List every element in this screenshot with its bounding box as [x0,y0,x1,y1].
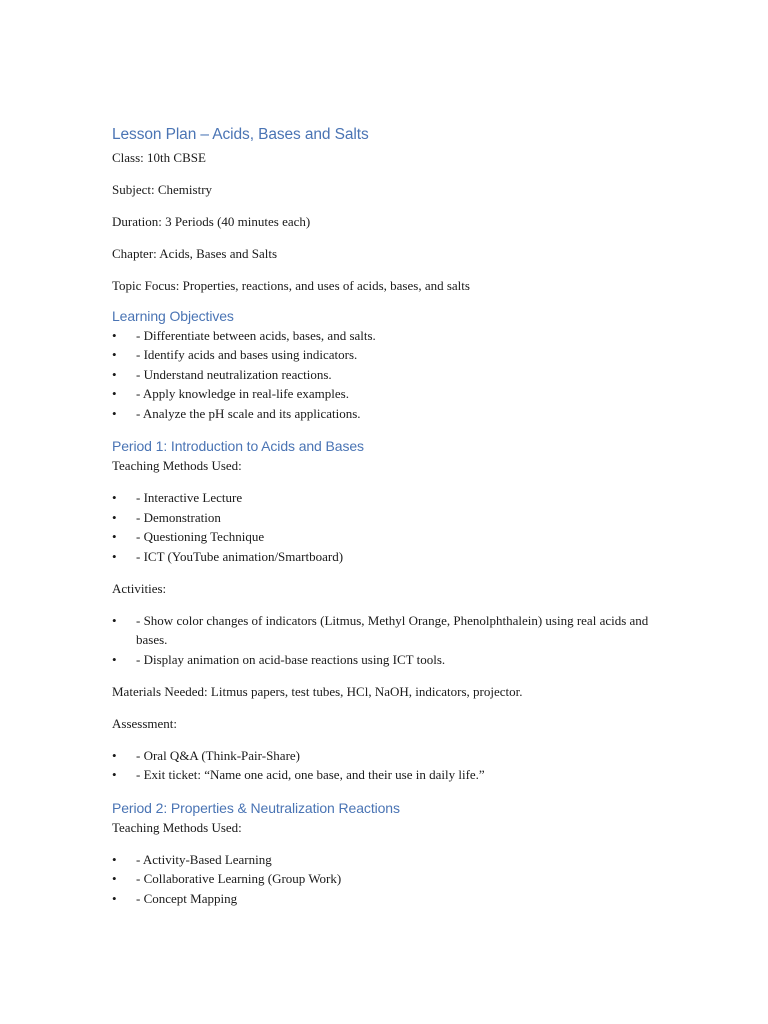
objectives-heading: Learning Objectives [112,307,234,324]
bullet-icon: • [112,327,117,343]
list-item-text: - Activity-Based Learning [136,851,272,867]
list-item-text: - Understand neutralization reactions. [136,366,332,382]
bullet-icon: • [112,747,117,763]
bullet-icon: • [112,386,117,401]
bullet-icon: • [112,548,117,564]
period1-activities-list [112,611,672,670]
list-item [112,384,672,404]
bullet-icon: • [112,871,117,886]
list-item [112,746,672,766]
bullet-icon: • [112,366,117,382]
list-item [112,611,672,650]
list-item [112,508,672,528]
list-item [112,869,672,889]
list-item-text: - Questioning Technique [136,529,265,544]
bullet-icon: • [112,509,117,525]
bullet-icon: • [112,767,117,782]
bullet-icon: • [112,651,117,667]
period2-methods-list [112,850,672,909]
list-item-text: - Identify acids and bases using indicators. [136,347,358,362]
list-item [112,326,672,346]
meta-chapter: Chapter: Acids, Bases and Salts [112,246,278,261]
list-item-text: - ICT (YouTube animation/Smartboard) [136,548,344,564]
list-item-text: - Show color changes of indicators (Litmus, Methyl Orange, Phenolphthalein) using real acids and bases. [136,612,649,647]
list-item-text: - Differentiate between acids, bases, and salts. [136,327,376,343]
objectives-list [112,326,672,424]
document-title: Lesson Plan – Acids, Bases and Salts [112,126,369,143]
meta-topic-focus: Topic Focus: Properties, reactions, and uses of acids, bases, and salts [112,278,470,293]
period2-heading: Period 2: Properties & Neutralization Reactions [112,799,400,816]
list-item-text: - Exit ticket: “Name one acid, one base, and their use in daily life.” [136,767,485,782]
bullet-icon: • [112,890,117,906]
list-item [112,404,672,424]
list-item [112,345,672,365]
list-item [112,365,672,385]
list-item [112,850,672,870]
list-item [112,547,672,567]
meta-class: Class: 10th CBSE [112,150,206,165]
period1-methods-list [112,488,672,566]
list-item [112,889,672,909]
meta-duration: Duration: 3 Periods (40 minutes each) [112,214,311,229]
bullet-icon: • [112,612,117,628]
bullet-icon: • [112,851,117,867]
period1-activities-label: Activities: [112,580,167,596]
list-item-text: - Collaborative Learning (Group Work) [136,871,342,886]
period2-methods-label: Teaching Methods Used: [112,819,242,835]
list-item-text: - Concept Mapping [136,890,238,906]
bullet-icon: • [112,405,117,421]
list-item [112,765,672,785]
period1-materials: Materials Needed: Litmus papers, test tubes, HCl, NaOH, indicators, projector. [112,683,523,699]
list-item-text: - Demonstration [136,509,221,525]
bullet-icon: • [112,490,117,505]
bullet-icon: • [112,347,117,362]
period1-heading: Period 1: Introduction to Acids and Bases [112,438,364,454]
bullet-icon: • [112,529,117,544]
list-item-text: - Interactive Lecture [136,490,243,505]
list-item [112,527,672,547]
list-item-text: - Display animation on acid-base reactions using ICT tools. [136,651,446,667]
period1-methods-label: Teaching Methods Used: [112,458,242,473]
meta-subject: Subject: Chemistry [112,182,213,197]
list-item-text: - Oral Q&A (Think-Pair-Share) [136,747,300,763]
period1-assessment-label: Assessment: [112,715,177,731]
period1-assessment-list [112,746,672,785]
list-item [112,488,672,508]
list-item [112,650,672,670]
list-item-text: - Apply knowledge in real-life examples. [136,386,349,401]
list-item-text: - Analyze the pH scale and its applications. [136,405,361,421]
document-page [112,124,672,908]
